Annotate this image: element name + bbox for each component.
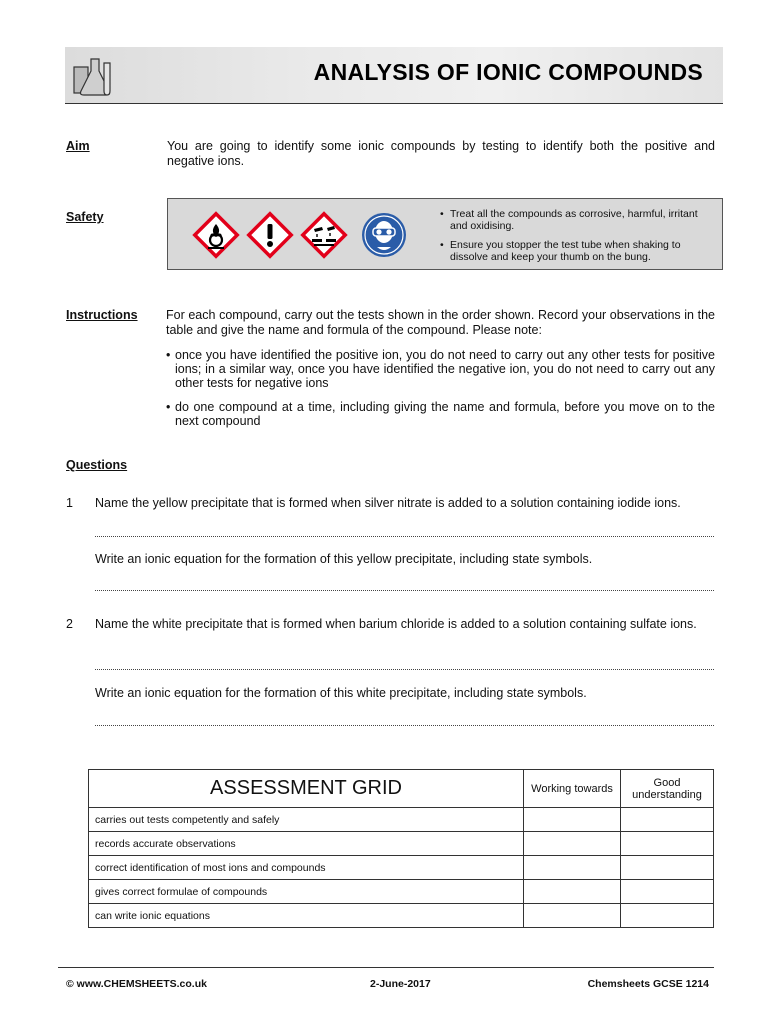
table-row: [89, 904, 714, 928]
question-text: Name the white precipitate that is formed when barium chloride is added to a solution containing sulfate ions.: [95, 617, 697, 631]
instruction-bullet: • once you have identified the positive ion, you do not need to carry out any other tests for positive ions; in a similar way, once you have identified the negative ion, you do not need to carry out any other tests for negative ions: [166, 348, 715, 390]
answer-line[interactable]: [95, 668, 714, 670]
criterion: records accurate observations: [89, 832, 524, 856]
corrosive-hazard-icon: [300, 211, 348, 259]
instructions-label: Instructions: [66, 308, 138, 322]
footer-divider: [58, 967, 714, 968]
grid-cell[interactable]: [621, 832, 714, 856]
table-row: [89, 856, 714, 880]
question-text: Name the yellow precipitate that is formed when silver nitrate is added to a solution containing iodide ions.: [95, 496, 681, 510]
grid-cell[interactable]: [524, 832, 621, 856]
question-number: 2: [66, 617, 73, 631]
column-header-good-understanding: Good understanding: [621, 770, 714, 808]
grid-cell[interactable]: [524, 904, 621, 928]
assessment-grid-title: ASSESSMENT GRID: [89, 770, 524, 808]
criterion: can write ionic equations: [89, 904, 524, 928]
questions-label: Questions: [66, 458, 128, 472]
question-text: Write an ionic equation for the formation of this yellow precipitate, including state symbols.: [95, 552, 593, 566]
aim-text: You are going to identify some ionic compounds by testing to identify both the positive and negative ions.: [167, 139, 715, 168]
safety-label: Safety: [66, 210, 104, 224]
grid-cell[interactable]: [621, 808, 714, 832]
criterion: correct identification of most ions and compounds: [89, 856, 524, 880]
grid-cell[interactable]: [621, 856, 714, 880]
eye-protection-icon: [360, 211, 408, 259]
criterion: carries out tests competently and safely: [89, 808, 524, 832]
footer-website[interactable]: © www.CHEMSHEETS.co.uk: [66, 978, 207, 990]
table-row: [89, 808, 714, 832]
harmful-irritant-hazard-icon: [246, 211, 294, 259]
grid-cell[interactable]: [524, 856, 621, 880]
lab-glassware-icon: [71, 53, 117, 99]
aim-label: Aim: [66, 139, 90, 153]
safety-notes: [440, 208, 718, 270]
question-text: Write an ionic equation for the formation of this white precipitate, including state symbols.: [95, 686, 587, 700]
safety-note: • Ensure you stopper the test tube when shaking to dissolve and keep your thumb on the bung.: [440, 239, 718, 263]
answer-line[interactable]: [95, 535, 714, 537]
assessment-grid: [88, 769, 714, 928]
safety-note: • Treat all the compounds as corrosive, harmful, irritant and oxidising.: [440, 208, 718, 232]
footer-code: Chemsheets GCSE 1214: [587, 978, 709, 990]
table-row: [89, 832, 714, 856]
grid-cell[interactable]: [524, 808, 621, 832]
column-header-working-towards: Working towards: [524, 770, 621, 808]
criterion: gives correct formulae of compounds: [89, 880, 524, 904]
page-title: ANALYSIS OF IONIC COMPOUNDS: [313, 59, 703, 85]
instruction-bullet: • do one compound at a time, including giving the name and formula, before you move on to the next compound: [166, 400, 715, 428]
instructions-bullets: [166, 348, 715, 438]
footer-date: 2-June-2017: [370, 978, 431, 990]
safety-box: [167, 198, 723, 270]
answer-line[interactable]: [95, 589, 714, 591]
table-row: [89, 880, 714, 904]
grid-cell[interactable]: [621, 880, 714, 904]
grid-cell[interactable]: [524, 880, 621, 904]
grid-cell[interactable]: [621, 904, 714, 928]
header-banner: [65, 47, 723, 104]
oxidising-hazard-icon: [192, 211, 240, 259]
answer-line[interactable]: [95, 724, 714, 726]
question-number: 1: [66, 496, 73, 510]
instructions-text: For each compound, carry out the tests shown in the order shown. Record your observations in the table and give the name and formula of the compound. Please note:: [166, 308, 715, 337]
